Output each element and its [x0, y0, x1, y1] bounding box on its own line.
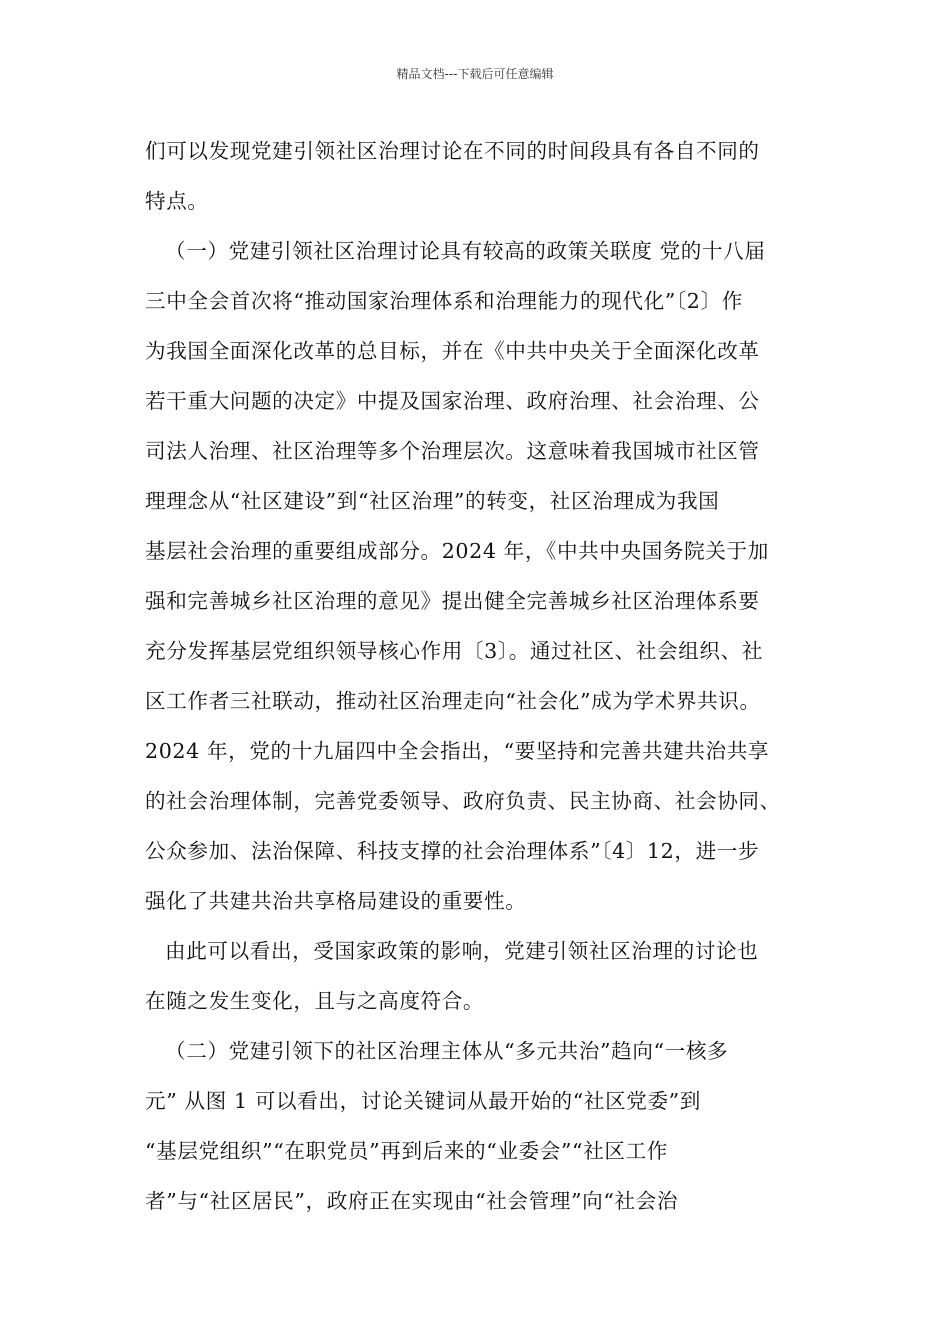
text-line: 特点。 — [145, 189, 209, 213]
text-line: “基层党组织”“在职党员”再到后来的“业委会”“社区工作 — [145, 1139, 668, 1163]
text-line: 元” 从图 1 可以看出，讨论关键词从最开始的“社区党委”到 — [145, 1089, 701, 1113]
text-line: 的社会治理体制，完善党委领导、政府负责、民主协商、社会协同、 — [145, 789, 781, 813]
text-line: 强和完善城乡社区治理的意见》提出健全完善城乡社区治理体系要 — [145, 589, 760, 613]
text-line: 公众参加、法治保障、科技支撑的社会治理体系”〔4〕12，进一步 — [145, 839, 760, 863]
page-header: 精品文档---下载后可任意编辑 — [396, 67, 554, 81]
text-line: 由此可以看出，受国家政策的影响，党建引领社区治理的讨论也 — [165, 939, 759, 963]
text-line: 充分发挥基层党组织领导核心作用〔3〕。通过社区、社会组织、社 — [145, 639, 764, 663]
text-line: 三中全会首次将“推动国家治理体系和治理能力的现代化”〔2〕作 — [145, 289, 743, 313]
text-line: 者”与“社区居民”，政府正在实现由“社会管理”向“社会治 — [145, 1189, 679, 1213]
text-line: 在随之发生变化，且与之高度符合。 — [145, 989, 485, 1013]
text-line: 基层社会治理的重要组成部分。2024 年，《中共中央国务院关于加 — [145, 539, 769, 563]
text-line: 为我国全面深化改革的总目标，并在《中共中央关于全面深化改革 — [145, 339, 760, 363]
text-line: 司法人治理、社区治理等多个治理层次。这意味着我国城市社区管 — [145, 439, 760, 463]
text-line: （二）党建引领下的社区治理主体从“多元共治”趋向“一核多 — [165, 1039, 729, 1063]
text-line: 强化了共建共治共享格局建设的重要性。 — [145, 889, 527, 913]
text-line: 2024 年，党的十九届四中全会指出，“要坚持和完善共建共治共享 — [145, 739, 770, 763]
text-line: 若干重大问题的决定》中提及国家治理、政府治理、社会治理、公 — [145, 389, 760, 413]
text-line: 区工作者三社联动，推动社区治理走向“社会化”成为学术界共识。 — [145, 689, 761, 713]
text-line: 理理念从“社区建设”到“社区治理”的转变，社区治理成为我国 — [145, 489, 720, 513]
text-line: （一）党建引领社区治理讨论具有较高的政策关联度 党的十八届 — [165, 239, 766, 263]
text-line: 们可以发现党建引领社区治理讨论在不同的时间段具有各自不同的 — [145, 139, 760, 163]
